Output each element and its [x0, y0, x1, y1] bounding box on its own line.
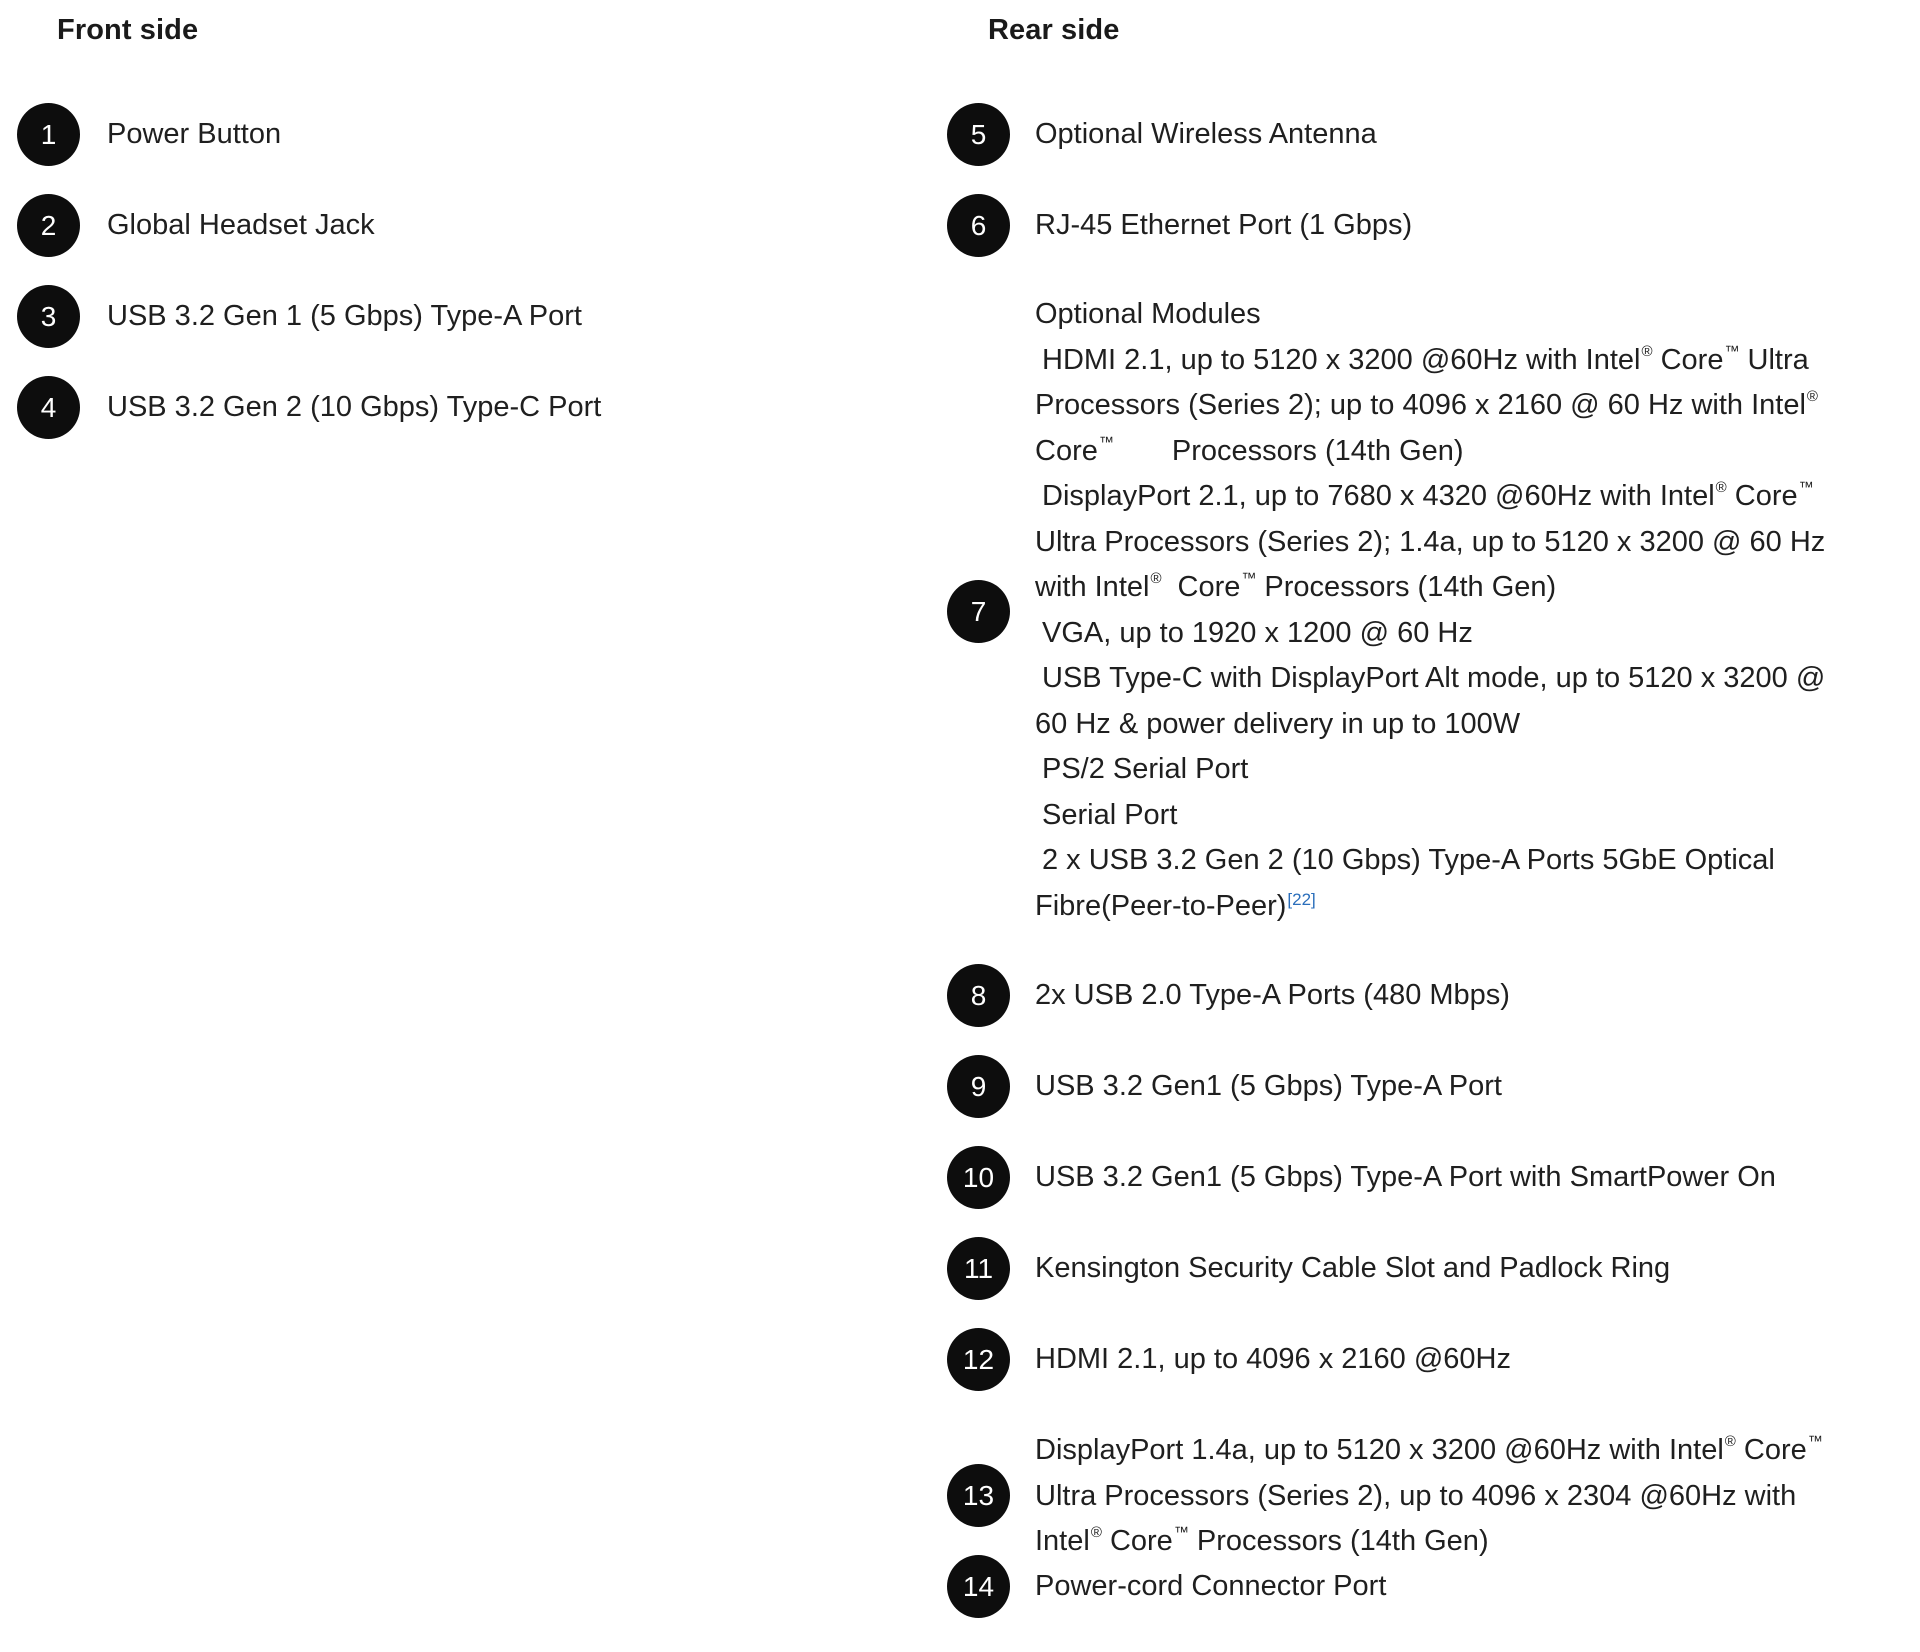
item-number-badge: 13 — [947, 1464, 1010, 1527]
trademark-mark: ™ — [1173, 1524, 1189, 1541]
item-label: RJ-45 Ethernet Port (1 Gbps) — [1035, 209, 1413, 241]
module-text: Processors (14th Gen) — [1256, 571, 1557, 603]
module-text: with Intel — [1035, 571, 1150, 603]
item-label: Optional Wireless Antenna — [1035, 118, 1377, 150]
front-side-heading: Front side — [57, 14, 199, 46]
module-text: Core — [1652, 343, 1724, 376]
optional-modules-title: Optional Modules — [1035, 298, 1261, 330]
registered-mark: ® — [1806, 388, 1818, 405]
item-number-badge: 7 — [947, 580, 1010, 643]
item-label: Global Headset Jack — [107, 209, 375, 241]
module-ps2: PS/2 Serial Port — [1042, 753, 1249, 785]
module-text: Core — [1035, 434, 1098, 467]
module-hdmi-cont — [1035, 383, 1868, 429]
module-text: Processors (Series 2); up to 4096 x 2160 @ 60 Hz with Intel — [1035, 389, 1806, 421]
module-text: Core — [1726, 480, 1798, 512]
item-number-badge: 8 — [947, 964, 1010, 1027]
item-label: USB 3.2 Gen 2 (10 Gbps) Type-C Port — [107, 391, 602, 423]
module-text: Ultra — [1739, 343, 1809, 376]
item-number-badge: 10 — [947, 1146, 1010, 1209]
module-text: Processors (14th Gen) — [1171, 434, 1464, 467]
item-number-badge: 2 — [17, 194, 80, 257]
item-text: DisplayPort 1.4a, up to 5120 x 3200 @60Hz with Intel — [1035, 1434, 1724, 1466]
registered-mark: ® — [1641, 342, 1653, 360]
module-vga: VGA, up to 1920 x 1200 @ 60 Hz — [1042, 616, 1473, 649]
module-displayport-cont — [1035, 565, 1868, 611]
trademark-mark: ™ — [1098, 433, 1114, 451]
item-number-badge: 11 — [947, 1237, 1010, 1300]
item-text: Processors (14th Gen) — [1188, 1525, 1489, 1557]
trademark-mark: ™ — [1807, 1433, 1823, 1450]
item-text: Core — [1735, 1434, 1807, 1466]
registered-mark: ® — [1724, 1433, 1736, 1450]
item-number-badge: 12 — [947, 1328, 1010, 1391]
item-label: Power-cord Connector Port — [1035, 1570, 1387, 1602]
registered-mark: ® — [1150, 570, 1162, 587]
item-number-badge: 1 — [17, 103, 80, 166]
module-text: DisplayPort 2.1, up to 7680 x 4320 @60Hz with Intel — [1042, 480, 1715, 512]
module-text: Fibre(Peer-to-Peer) — [1035, 889, 1287, 922]
module-usb-c: USB Type-C with DisplayPort Alt mode, up to 5120 x 3200 @ — [1042, 662, 1826, 694]
registered-mark: ® — [1715, 479, 1727, 496]
registered-mark: ® — [1090, 1524, 1102, 1541]
module-displayport — [1035, 474, 1868, 520]
item-label: USB 3.2 Gen1 (5 Gbps) Type-A Port with SmartPower On — [1035, 1161, 1776, 1193]
module-displayport-cont: Ultra Processors (Series 2); 1.4a, up to 5120 x 3200 @ 60 Hz — [1035, 525, 1826, 558]
trademark-mark: ™ — [1241, 570, 1257, 587]
rear-side-heading: Rear side — [988, 14, 1120, 46]
item-number-badge: 14 — [947, 1555, 1010, 1618]
item-label-line — [1035, 1519, 1868, 1565]
footnote-reference-link[interactable]: [22] — [1287, 889, 1316, 909]
item-label: Power Button — [107, 118, 282, 150]
item-label: USB 3.2 Gen1 (5 Gbps) Type-A Port — [1035, 1070, 1502, 1102]
module-usb-fibre-cont — [1035, 884, 1868, 930]
item-label: 2x USB 2.0 Type-A Ports (480 Mbps) — [1035, 979, 1510, 1011]
module-text: HDMI 2.1, up to 5120 x 3200 @60Hz with Intel — [1042, 343, 1641, 376]
item-label-line: Ultra Processors (Series 2), up to 4096 x 2304 @60Hz with — [1035, 1479, 1797, 1512]
item-label: HDMI 2.1, up to 4096 x 2160 @60Hz — [1035, 1343, 1511, 1375]
optional-modules-text — [1035, 292, 1868, 929]
item-label: Kensington Security Cable Slot and Padlock Ring — [1035, 1252, 1671, 1284]
item-label-line — [1035, 1428, 1868, 1474]
item-number-badge: 9 — [947, 1055, 1010, 1118]
item-text: Intel — [1035, 1525, 1090, 1557]
item-number-badge: 3 — [17, 285, 80, 348]
item-text: Core — [1101, 1525, 1173, 1557]
trademark-mark: ™ — [1724, 342, 1740, 360]
item-label — [1035, 1428, 1868, 1565]
module-text: Core — [1177, 571, 1241, 603]
module-serial: Serial Port — [1042, 798, 1178, 831]
module-hdmi-cont — [1035, 429, 1868, 475]
item-label: USB 3.2 Gen 1 (5 Gbps) Type-A Port — [107, 300, 582, 332]
item-number-badge: 6 — [947, 194, 1010, 257]
trademark-mark: ™ — [1798, 479, 1814, 496]
item-number-badge: 4 — [17, 376, 80, 439]
module-usb-fibre: 2 x USB 3.2 Gen 2 (10 Gbps) Type-A Ports 5GbE Optical — [1042, 844, 1775, 876]
item-number-badge: 5 — [947, 103, 1010, 166]
module-hdmi — [1035, 338, 1868, 384]
module-usb-c-cont: 60 Hz & power delivery in up to 100W — [1035, 707, 1521, 740]
